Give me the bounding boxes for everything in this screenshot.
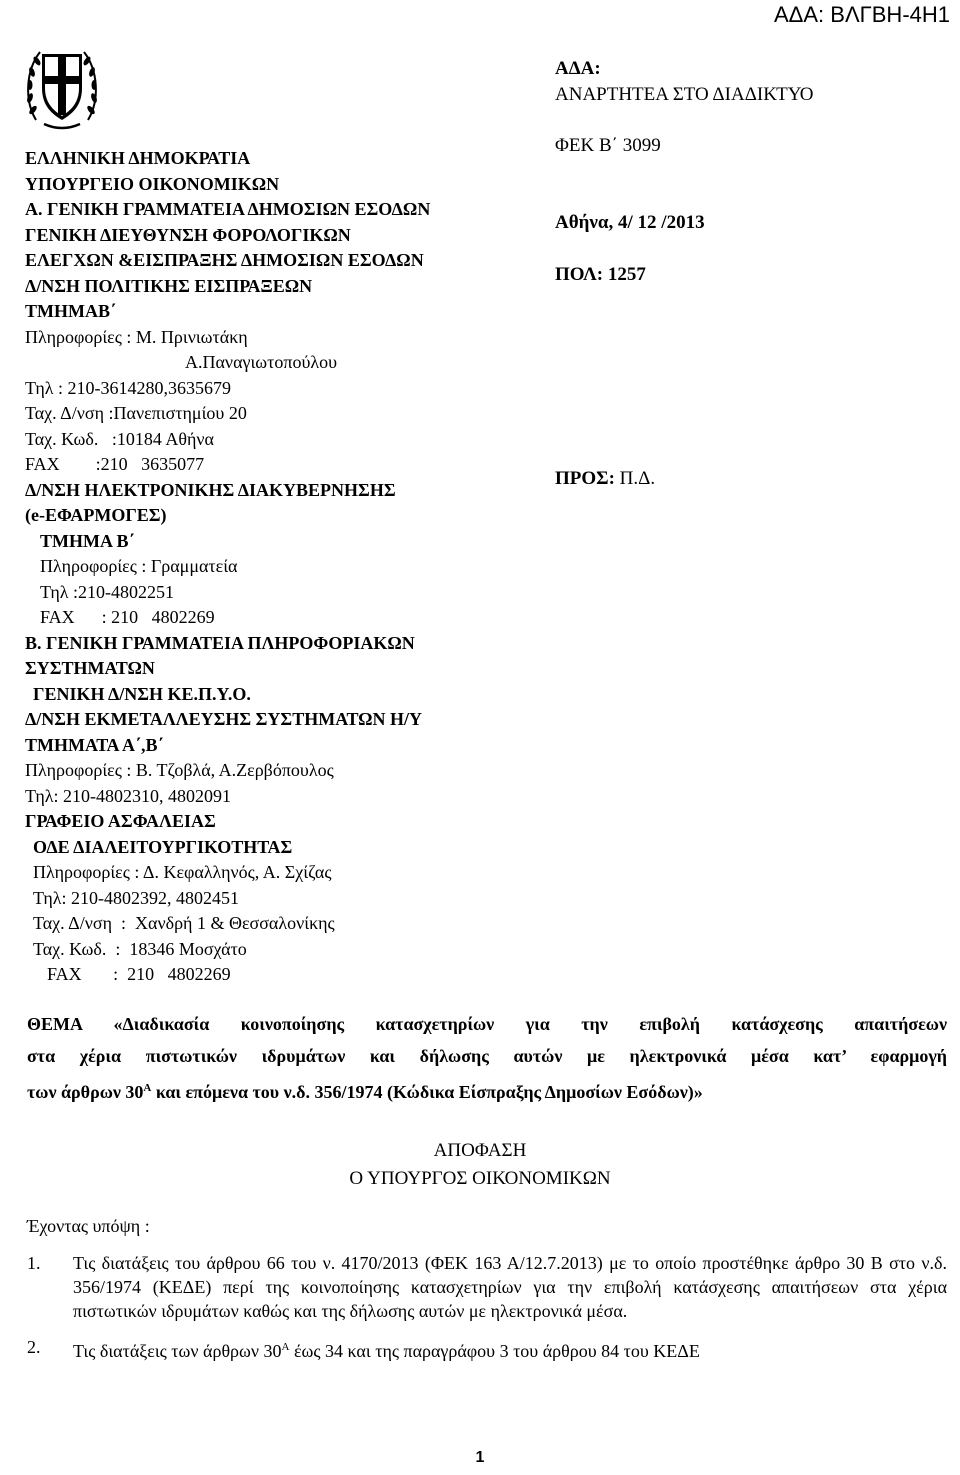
header-line: Πληροφορίες : Μ. Πρινιωτάκη [25,326,248,347]
header-line: ΓΡΑΦΕΙΟ ΑΣΦΑΛΕΙΑΣ [25,811,216,831]
header-line: ΓΕΝΙΚΗ Δ/ΝΣΗ ΚΕ.Π.Υ.Ο. [33,683,251,704]
subject-line: ΘΕΜΑ «Διαδικασία κοινοποίησης κατασχετηρίων για την επιβολή κατάσχεσης απαιτήσεων [27,1014,947,1034]
issuer-header [25,146,545,988]
header-line: Ταχ. Κωδ. : 18346 Μοσχάτο [33,938,247,959]
recipient-value: Π.Δ. [619,468,656,489]
item-number: 2. [27,1337,41,1357]
list-item [27,1251,947,1323]
header-line: Α. ΓΕΝΙΚΗ ΓΡΑΜΜΑΤΕΙΑ ΔΗΜΟΣΙΩΝ ΕΣΟΔΩΝ [25,199,431,219]
header-line: Δ/ΝΣΗ ΠΟΛΙΤΙΚΗΣ ΕΙΣΠΡΑΞΕΩΝ [25,275,313,296]
header-line: Πληροφορίες : Β. Τζοβλά, Α.Ζερβόπουλος [25,760,334,780]
subject-line-last: των άρθρων $30^A$ και επόμενα του ν.δ. 356/1974 (Κώδικα Είσπραξης Δημοσίων Εσόδων)» [27,1082,703,1102]
item-number: 1. [27,1253,41,1273]
header-line: ΓΕΝΙΚΗ ΔΙΕΥΘΥΝΣΗ ΦΟΡΟΛΟΓΙΚΩΝ [25,224,351,245]
header-line: Ταχ. Δ/νση : Χανδρή 1 & Θεσσαλονίκης [33,913,335,933]
header-line: Β. ΓΕΝΙΚΗ ΓΡΑΜΜΑΤΕΙΑ ΠΛΗΡΟΦΟΡΙΑΚΩΝ [25,632,415,653]
header-line: Πληροφορίες : Γραμματεία [40,556,238,576]
item-text: Τις διατάξεις των άρθρων $30^A$ έως 34 και της παραγράφου 3 του άρθρου 84 του ΚΕΔΕ [73,1341,700,1361]
ada-label: ΑΔΑ: [555,58,601,79]
header-line: FAX : 210 4802269 [47,964,231,984]
considering-label: Έχοντας υπόψη : [27,1216,150,1236]
subject-paragraph [27,1008,947,1108]
considerations-list [27,1251,947,1363]
fek-reference: ΦΕΚ Β΄ 3099 [555,135,661,156]
header-line: Ταχ. Δ/νση :Πανεπιστημίου 20 [25,403,247,423]
decision-title: ΑΠΟΦΑΣΗ [433,1140,527,1161]
header-line: ΕΛΛΗΝΙΚΗ ΔΗΜΟΚΡΑΤΙΑ [25,148,251,168]
header-line: ΤΜΗΜΑΒ΄ [25,301,116,321]
document-date: Αθήνα, 4/ 12 /2013 [555,212,705,233]
header-line: Α.Παναγιωτοπούλου [185,352,338,372]
page-number: 1 [475,1449,485,1466]
header-line: Δ/ΝΣΗ ΕΚΜΕΤΑΛΛΕΥΣΗΣ ΣΥΣΤΗΜΑΤΩΝ Η/Υ [25,709,423,729]
subject-line: στα χέρια πιστωτικών ιδρυμάτων και δήλωσης αυτών με ηλεκτρονικά μέσα κατ’ εφαρμογή [27,1046,947,1066]
header-line: FAX : 210 4802269 [40,607,215,627]
list-item [27,1335,947,1363]
ada-header: ΑΔΑ: ΒΛΓΒΗ-4Η1 [774,2,950,27]
header-line: FAX :210 3635077 [25,454,205,474]
item-text: Τις διατάξεις του άρθρου 66 του ν. 4170/2013 (ΦΕΚ 163 Α/12.7.2013) με το οποίο προστέθηκε άρθρο 30 Β στο ν.δ. 356/1974 (ΚΕΔΕ) περί της κοινοποίησης κατασχετηρίων για την επιβολή κατάσχεσης απαιτήσεων στα χέρια πιστωτικών ιδρυμάτων καθώς και της δήλωσης αυτών με ηλεκτρονικά μέσα. [73,1253,947,1321]
header-line: ΤΜΗΜΑ Β΄ [40,530,135,551]
header-line: Τηλ: 210-4802310, 4802091 [25,785,231,806]
header-line: Τηλ :210-4802251 [40,581,174,602]
ada-value: ΑΝΑΡΤΗΤΕΑ ΣΤΟ ΔΙΑΔΙΚΤΥΟ [555,84,814,105]
header-line: Δ/ΝΣΗ ΗΛΕΚΤΡΟΝΙΚΗΣ ΔΙΑΚΥΒΕΡΝΗΣΗΣ [25,479,396,500]
header-line: ΕΛΕΓΧΩΝ &ΕΙΣΠΡΑΞΗΣ ΔΗΜΟΣΙΩΝ ΕΣΟΔΩΝ [25,250,424,270]
header-line: Τηλ : 210-3614280,3635679 [25,377,231,398]
header-line: (e-ΕΦΑΡΜΟΓΕΣ) [25,505,167,525]
header-line: Ταχ. Κωδ. :10184 Αθήνα [25,428,214,449]
header-line: ΟΔΕ ΔΙΑΛΕΙΤΟΥΡΓΙΚΟΤΗΤΑΣ [33,836,293,857]
header-line: ΣΥΣΤΗΜΑΤΩΝ [25,658,155,678]
pol-number: ΠΟΛ: 1257 [555,264,646,285]
header-line: ΤΜΗΜΑΤΑ Α΄,Β΄ [25,734,164,755]
header-line: ΥΠΟΥΡΓΕΙΟ ΟΙΚΟΝΟΜΙΚΩΝ [25,173,280,194]
header-line: Τηλ: 210-4802392, 4802451 [33,887,239,908]
minister-title: Ο ΥΠΟΥΡΓΟΣ ΟΙΚΟΝΟΜΙΚΩΝ [349,1168,611,1189]
recipient [555,468,655,490]
header-line: Πληροφορίες : Δ. Κεφαλληνός, Α. Σχίζας [33,862,332,882]
greek-coat-of-arms-icon [26,40,98,132]
recipient-label: ΠΡΟΣ: [555,468,615,489]
